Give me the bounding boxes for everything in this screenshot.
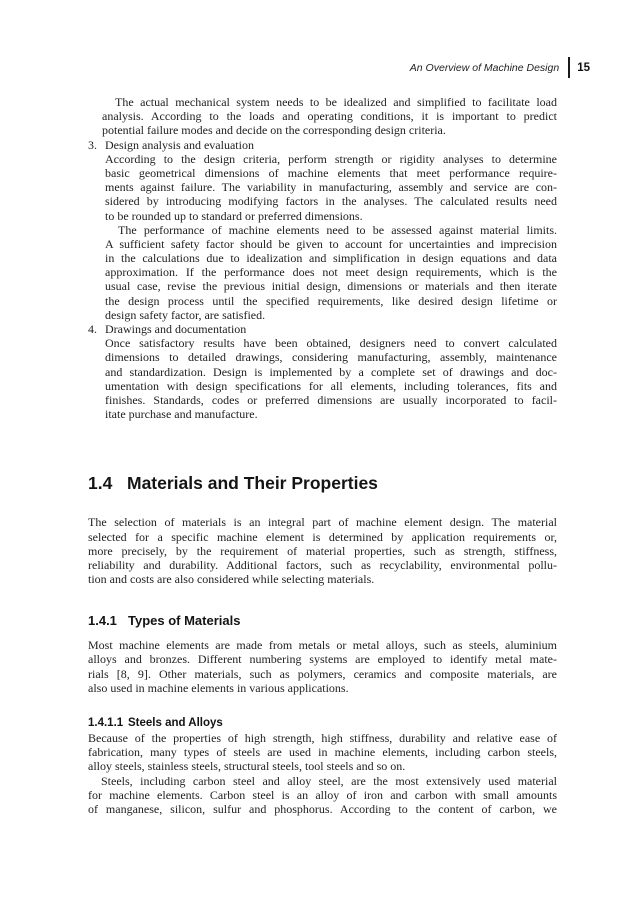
subsection-title: Types of Materials bbox=[128, 613, 241, 629]
text-line: of manganese, silicon, sulfur and phosphorus. According to the content of carbon, we bbox=[88, 801, 557, 816]
list-item-heading bbox=[88, 322, 557, 336]
subsubsection-paragraph bbox=[88, 731, 557, 774]
text-line: umentation with design specifications for all elements, including tolerances, fits and bbox=[105, 378, 557, 393]
list-item-heading bbox=[88, 137, 557, 152]
subsubsection-title: Steels and Alloys bbox=[128, 717, 223, 729]
subsection-heading-1-4-1 bbox=[88, 613, 557, 629]
list-item-paragraph bbox=[105, 223, 557, 322]
page-number: 15 bbox=[577, 61, 590, 74]
text-line: more precisely, by the requirement of material properties, such as strength, stiffness, bbox=[88, 543, 557, 558]
list-item-title: Drawings and documentation bbox=[105, 322, 247, 336]
paragraph-continuation bbox=[102, 95, 557, 138]
text-line: approximation. If the performance does not meet design requirements, which is the bbox=[105, 265, 557, 280]
text-line: dimensions to detailed drawings, considering manufacturing, assembly, maintenance bbox=[105, 350, 557, 365]
text-line: The performance of machine elements need to be assessed against material limits. bbox=[118, 222, 557, 237]
text-line: analysis. According to the loads and operating conditions, it is important to predict bbox=[102, 109, 557, 124]
text-line: A sufficient safety factor should be given to account for uncertainties and imprecision bbox=[105, 236, 557, 251]
text-line: finishes. Standards, codes or preferred dimensions are usually incorporated to facil- bbox=[105, 392, 557, 407]
list-item-number: 3. bbox=[88, 137, 97, 152]
text-line: fabrication, many types of steels are used in machine elements, including carbon steels, bbox=[88, 745, 557, 760]
section-paragraph bbox=[88, 515, 557, 586]
text-line: also used in machine elements in various applications. bbox=[88, 680, 349, 695]
subsection-paragraph bbox=[88, 638, 557, 695]
text-line: Because of the properties of high strength, high stiffness, durability and relative ease of bbox=[88, 731, 557, 745]
text-line: alloys and bronzes. Different numbering systems are employed to identify metal mate- bbox=[88, 652, 557, 667]
running-title: An Overview of Machine Design bbox=[409, 61, 560, 74]
section-heading-1-4 bbox=[88, 473, 557, 494]
text-line: Steels, including carbon steel and alloy steel, are the most extensively used material bbox=[101, 773, 557, 788]
text-line: for machine elements. Carbon steel is an alloy of iron and carbon with small amounts bbox=[88, 787, 557, 802]
text-line: tion and costs are also considered while selecting materials. bbox=[88, 572, 375, 587]
list-item-paragraph bbox=[105, 152, 557, 223]
list-item-paragraph bbox=[105, 336, 557, 421]
text-line: the design process until the specified requirements, like desired design lifetime or bbox=[105, 293, 557, 308]
text-line: The actual mechanical system needs to be idealized and simplified to facilitate load bbox=[115, 95, 557, 109]
list-item-4 bbox=[88, 322, 557, 422]
text-line: reliability and durability. Additional factors, such as recyclability, environmental pollu- bbox=[88, 557, 557, 572]
text-line: in the calculations due to idealization and simplification in design equations and data bbox=[105, 251, 557, 266]
text-line: rials [8, 9]. Other materials, such as polymers, ceramics and composite materials, are bbox=[88, 666, 557, 681]
list-item-number: 4. bbox=[88, 322, 97, 336]
page-content bbox=[88, 95, 557, 816]
text-line: Once satisfactory results have been obtained, designers need to convert calculated bbox=[105, 336, 557, 351]
list-item-title: Design analysis and evaluation bbox=[105, 137, 254, 152]
list-item-3 bbox=[88, 137, 557, 322]
subsubsection-number: 1.4.1.1 bbox=[88, 717, 124, 729]
text-line: itate purchase and manufacture. bbox=[105, 407, 258, 422]
text-line: usual case, revise the previous initial design, dimensions or materials and then iterate bbox=[105, 279, 557, 294]
text-line: and standardization. Design is implemented by a complete set of drawings and doc- bbox=[105, 364, 557, 379]
text-line: ments against failure. The variability in manufacturing, assembly and service are con- bbox=[105, 180, 557, 195]
text-line: According to the design criteria, perform strength or rigidity analyses to determine bbox=[105, 151, 557, 166]
running-head bbox=[410, 57, 590, 78]
text-line: Most machine elements are made from metals or metal alloys, such as steels, aluminium bbox=[88, 638, 557, 653]
header-separator-rule bbox=[568, 57, 570, 78]
text-line: potential failure modes and decide on the corresponding design criteria. bbox=[102, 123, 446, 138]
text-line: selected for a specific machine element is determined by application requirements or, bbox=[88, 529, 557, 544]
subsubsection-paragraph bbox=[88, 774, 557, 817]
subsection-number: 1.4.1 bbox=[88, 613, 117, 629]
text-line: to be rounded up to standard or preferred dimensions. bbox=[105, 208, 363, 223]
text-line: basic geometrical dimensions of machine elements that meet performance require- bbox=[105, 165, 557, 180]
text-line: sidered by introducing modifying factors in the analyses. The calculated results need bbox=[105, 194, 557, 209]
text-line: alloy steels, stainless steels, structural steels, tool steels and so on. bbox=[88, 759, 406, 774]
subsubsection-heading-1-4-1-1 bbox=[88, 716, 557, 731]
text-line: design safety factor, are satisfied. bbox=[105, 307, 266, 322]
text-line: The selection of materials is an integral part of machine element design. The material bbox=[88, 515, 557, 530]
section-title: Materials and Their Properties bbox=[127, 473, 378, 494]
section-number: 1.4 bbox=[88, 473, 113, 494]
